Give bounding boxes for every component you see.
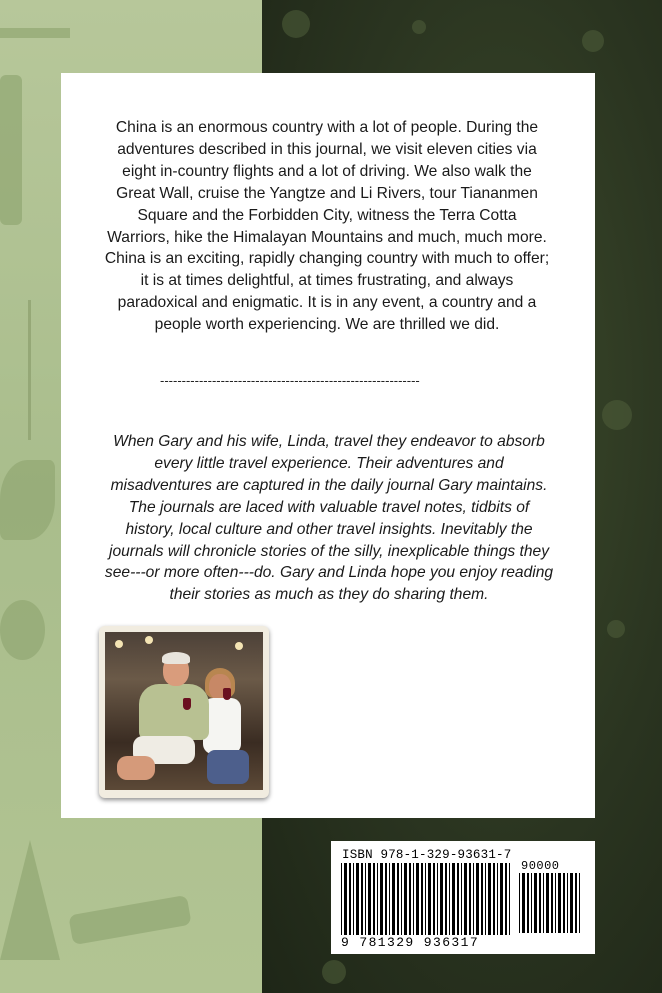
barcode-bar	[425, 863, 426, 935]
barcode-bar	[505, 863, 507, 935]
barcode-bar	[570, 873, 573, 933]
barcode-bar	[421, 863, 423, 935]
splatter-decoration	[412, 20, 426, 34]
plant-stem-silhouette-icon	[28, 300, 31, 440]
barcode-bar	[373, 863, 375, 935]
barcode-bar	[413, 863, 414, 935]
barcode-digits: 9 781329 936317	[341, 935, 480, 950]
barcode-bar	[392, 863, 395, 935]
barcode-bar	[380, 863, 383, 935]
barcode-bar	[558, 873, 561, 933]
barcode-bar	[452, 863, 455, 935]
barcode-bar	[428, 863, 431, 935]
barcode-bar	[344, 863, 347, 935]
barcode-bar	[433, 863, 435, 935]
barcode-bar	[356, 863, 359, 935]
barcode-bar	[353, 863, 354, 935]
tool-handle-silhouette-icon	[0, 75, 22, 225]
barcode-bar	[416, 863, 419, 935]
barcode-bar	[449, 863, 450, 935]
barcode-addon-bars	[519, 873, 583, 933]
barcode-bar	[488, 863, 491, 935]
barcode-bar	[445, 863, 447, 935]
barcode-bar	[555, 873, 556, 933]
barcode-bar	[481, 863, 483, 935]
woman-jeans	[207, 750, 249, 784]
splatter-decoration	[607, 620, 625, 638]
man-leg	[117, 756, 155, 780]
barcode-bar	[519, 873, 520, 933]
barcode-bar	[437, 863, 438, 935]
barcode-bar	[368, 863, 371, 935]
barcode-bar	[567, 873, 568, 933]
barcode-bar	[404, 863, 407, 935]
man-hair	[162, 652, 190, 664]
barcode-bar	[476, 863, 479, 935]
barcode-bar	[409, 863, 411, 935]
barcode-bar	[385, 863, 387, 935]
barcode-bar	[500, 863, 503, 935]
barcode-bar	[464, 863, 467, 935]
barcode-bar	[522, 873, 525, 933]
splatter-decoration	[322, 960, 346, 984]
barcode-bar	[377, 863, 378, 935]
barcode-bar	[551, 873, 553, 933]
tripod-silhouette-icon	[0, 840, 60, 960]
wine-glass-icon	[183, 698, 191, 710]
barcode-bar	[546, 873, 549, 933]
barcode-bar	[457, 863, 459, 935]
wine-glass-icon	[223, 688, 231, 700]
leaf-silhouette-icon	[0, 460, 55, 540]
book-description: China is an enormous country with a lot of people. During the adventures described in this journal, we visit eleven cities via eight in-country flights and a lot of driving. We also walk the Great Wall, cruise the Yangtze and Li Rivers, tour Tiananmen Square and the Forbidden City, witness the Terra Cotta Warriors, hike the Himalayan Mountains and much, much more. China is an exciting, rapidly changing country with much to offer; it is at times delightful, at times frustrating, and always paradoxical and enigmatic. It is in any event, a country and a people worth experiencing. We are thrilled we did.	[104, 119, 550, 334]
splatter-decoration	[602, 400, 632, 430]
ceiling-light-icon	[145, 636, 153, 644]
rake-silhouette-icon	[0, 28, 70, 38]
author-bio: When Gary and his wife, Linda, travel they endeavor to absorb every little travel experience. Their adventures and misadventures are captured in the daily journal Gary maintains. The journals are laced with valuable travel notes, tidbits of history, local culture and other travel insights. Inevitably the journals will chronicle stories of the silly, inexplicable things they see---or more often---do. Gary and Linda hope you enjoy reading their stories as much as they do sharing them.	[104, 433, 554, 604]
author-photo-frame	[99, 626, 269, 798]
barcode-bar	[341, 863, 342, 935]
barcode-bar	[531, 873, 532, 933]
barcode-bar	[365, 863, 366, 935]
barcode-bar	[361, 863, 363, 935]
barcode-bar	[509, 863, 510, 935]
barcode-bar	[397, 863, 399, 935]
barcode-bar	[575, 873, 577, 933]
price-code: 90000	[521, 859, 560, 873]
ceiling-light-icon	[235, 642, 243, 650]
barcode-bar	[539, 873, 541, 933]
author-photo	[105, 632, 263, 790]
barcode-bars	[341, 863, 513, 935]
splatter-decoration	[582, 30, 604, 52]
leaf-silhouette-icon	[0, 600, 45, 660]
barcode-bar	[461, 863, 462, 935]
barcode-bar	[440, 863, 443, 935]
barcode-bar	[473, 863, 474, 935]
barcode-bar	[469, 863, 471, 935]
ceiling-light-icon	[115, 640, 123, 648]
barcode-bar	[534, 873, 537, 933]
barcode-bar	[527, 873, 529, 933]
section-divider: ------------------------------------------------------------	[160, 373, 420, 388]
wheelbarrow-silhouette-icon	[68, 895, 191, 945]
splatter-decoration	[282, 10, 310, 38]
barcode-bar	[493, 863, 495, 935]
barcode-bar	[349, 863, 351, 935]
isbn-label: ISBN 978-1-329-93631-7	[342, 848, 512, 862]
barcode-bar	[579, 873, 580, 933]
barcode-bar	[401, 863, 402, 935]
isbn-barcode	[331, 841, 595, 954]
barcode-bar	[389, 863, 390, 935]
barcode-bar	[497, 863, 498, 935]
barcode-bar	[543, 873, 544, 933]
barcode-bar	[563, 873, 565, 933]
barcode-bar	[485, 863, 486, 935]
man-shirt	[139, 684, 209, 740]
